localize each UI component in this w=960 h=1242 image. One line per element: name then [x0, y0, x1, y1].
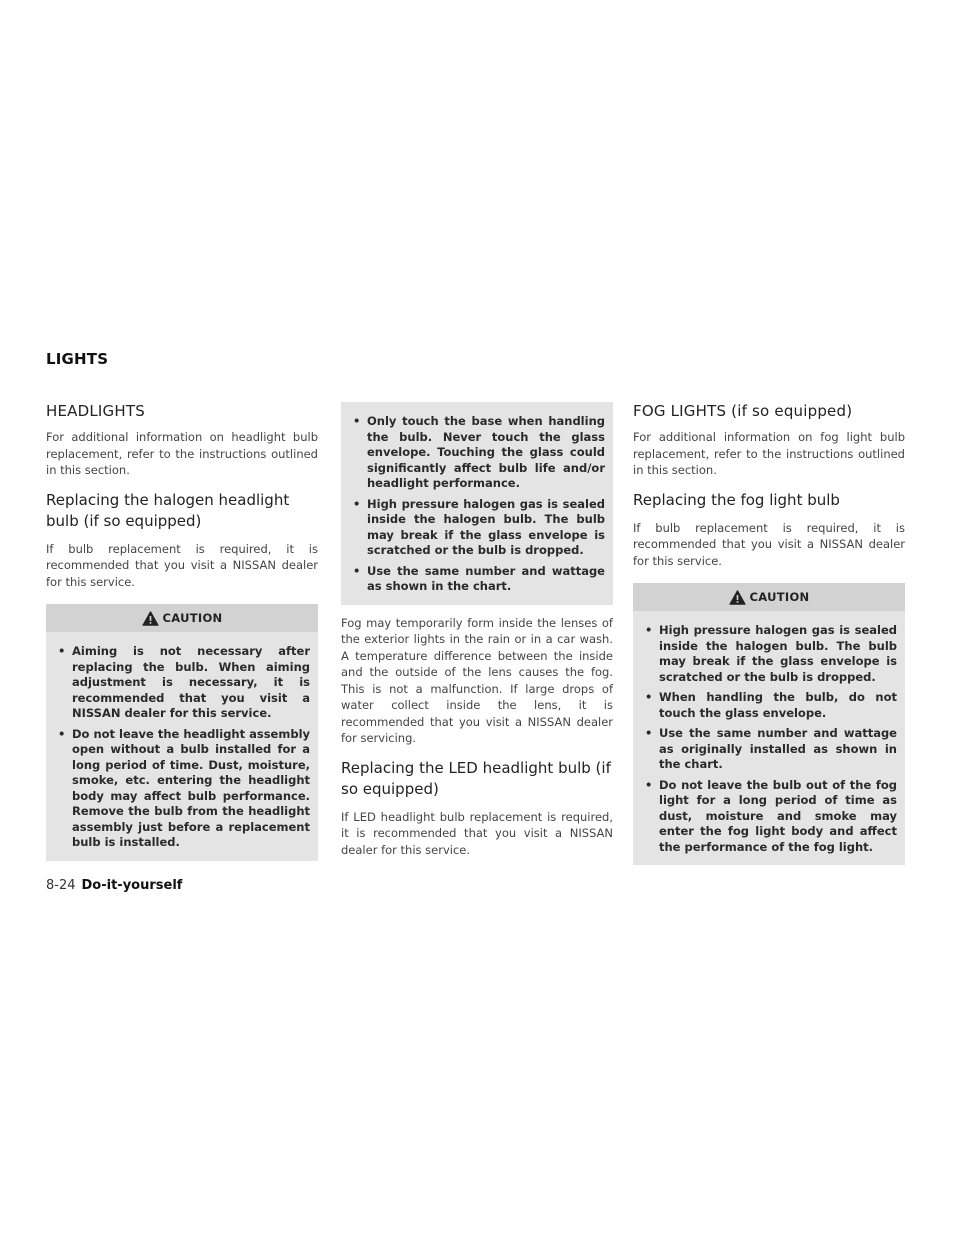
caution-item: • High pressure halogen gas is sealed inside the halogen bulb. The bulb may break if the glass envelope is scratched or the bulb is dropped. [353, 497, 605, 559]
headlight-caution-box [46, 604, 318, 861]
page-footer [46, 878, 182, 893]
page-number: 8-24 [46, 878, 76, 893]
caution-item: • Do not leave the bulb out of the fog light for a long period of time as dust, moisture and smoke may enter the fog light body and affect the performance of the fog light. [645, 778, 897, 856]
column-headlights-continued [341, 402, 613, 858]
halogen-headlight-heading: Replacing the halogen headlight bulb (if so equipped) [46, 490, 290, 530]
caution-title: CAUTION [749, 590, 810, 604]
fog-lights-heading: FOG LIGHTS (if so equipped) [633, 402, 853, 420]
headlights-intro: For additional information on headlight bulb replacement, refer to the instructions outlined in this section. [46, 430, 318, 477]
fog-lights-intro: For additional information on fog light bulb replacement, refer to the instructions outlined in this section. [633, 430, 905, 477]
warning-icon [729, 590, 746, 605]
column-headlights [46, 402, 318, 861]
fog-light-bulb-text: If bulb replacement is required, it is recommended that you visit a NISSAN dealer for this service. [633, 520, 905, 568]
caution-title: CAUTION [162, 611, 223, 625]
fog-condensation-text: Fog may temporarily form inside the lenses of the exterior lights in the rain or in a car wash. A temperature difference between the inside and the outside of the lens causes the fog. This is not a malfunction. If large drops of water collect inside the lens, it is recommended that you visit a NISSAN dealer for servicing. [341, 615, 613, 745]
caution-item: • When handling the bulb, do not touch the glass envelope. [645, 690, 897, 721]
caution-item: • Use the same number and wattage as shown in the chart. [353, 564, 605, 595]
caution-header [46, 604, 318, 632]
section-label: LIGHTS [46, 350, 109, 368]
headlights-heading: HEADLIGHTS [46, 402, 145, 420]
caution-item: • High pressure halogen gas is sealed inside the halogen bulb. The bulb may break if the glass envelope is scratched or the bulb is dropped. [645, 623, 897, 685]
led-headlight-heading: Replacing the LED headlight bulb (if so equipped) [341, 758, 611, 798]
caution-item: • Aiming is not necessary after replacing the bulb. When aiming adjustment is necessary, it is recommended that you visit a NISSAN dealer for this service. [58, 644, 310, 722]
caution-list [633, 611, 905, 855]
caution-item: • Do not leave the headlight assembly open without a bulb installed for a long period of time. Dust, moisture, smoke, etc. entering the headlight body may affect bulb performance. Remove the bulb from the headlight assembly just before a replacement bulb is installed. [58, 727, 310, 851]
halogen-headlight-text: If bulb replacement is required, it is recommended that you visit a NISSAN dealer for this service. [46, 541, 318, 589]
caution-list [46, 632, 318, 851]
caution-list [341, 402, 613, 595]
column-fog-lights [633, 402, 905, 865]
headlight-caution-box-continued [341, 402, 613, 605]
warning-icon [142, 611, 159, 626]
caution-item: • Use the same number and wattage as originally installed as shown in the chart. [645, 726, 897, 773]
fog-light-bulb-heading: Replacing the fog light bulb [633, 490, 840, 509]
led-headlight-text: If LED headlight bulb replacement is required, it is recommended that you visit a NISSAN dealer for this service. [341, 809, 613, 857]
caution-item: • Only touch the base when handling the bulb. Never touch the glass envelope. Touching the glass could significantly affect bulb life and/or headlight performance. [353, 414, 605, 492]
chapter-title: Do-it-yourself [81, 878, 183, 893]
fog-light-caution-box [633, 583, 905, 865]
caution-header [633, 583, 905, 611]
